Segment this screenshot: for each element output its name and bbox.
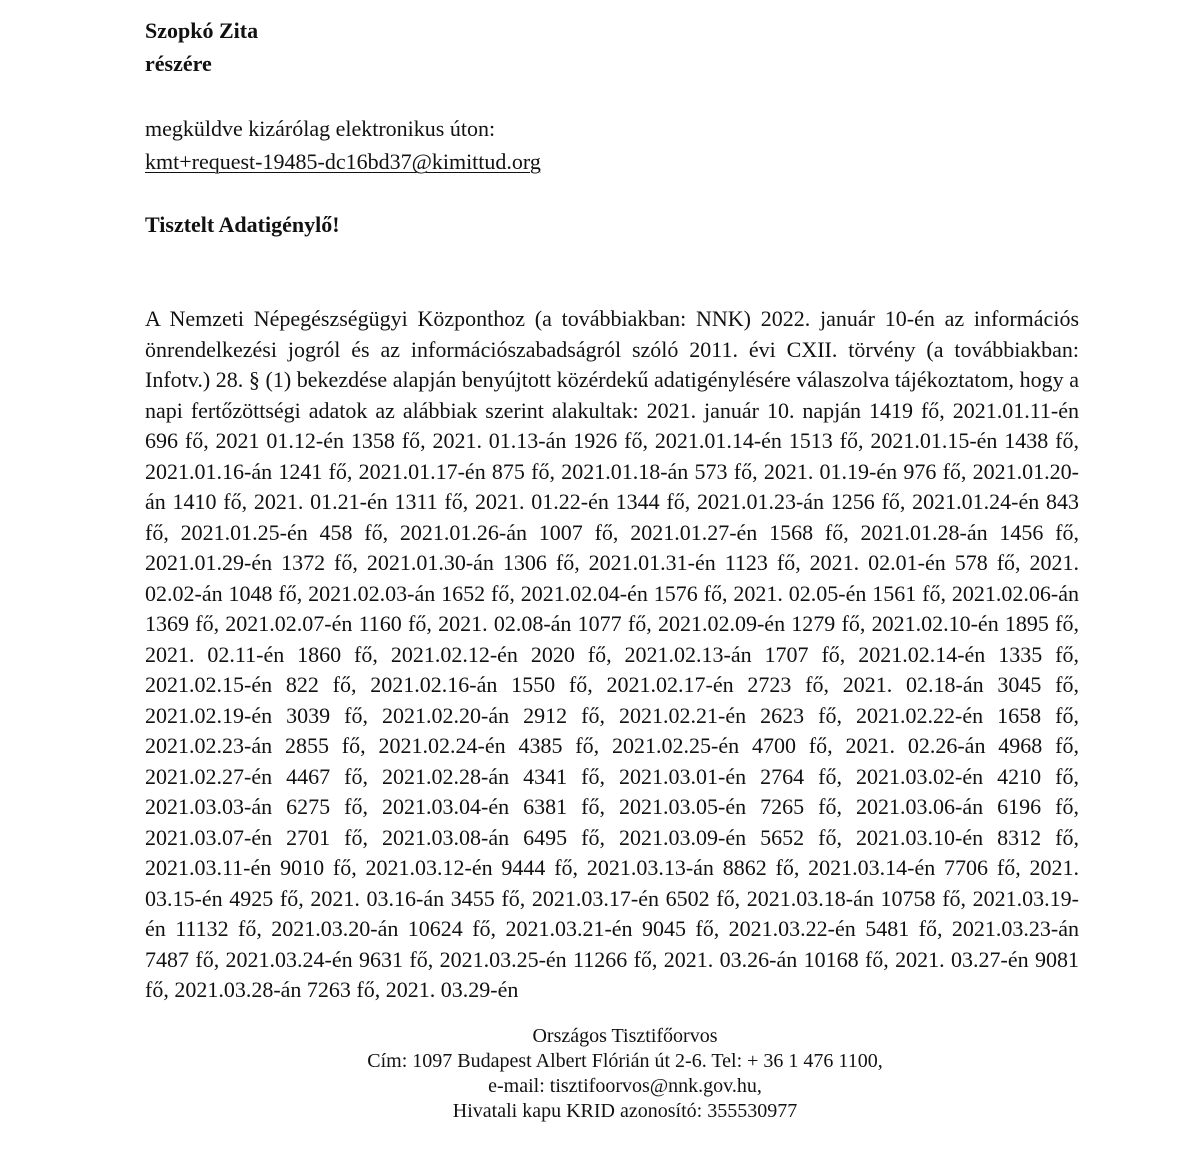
footer-email: e-mail: tisztifoorvos@nnk.gov.hu, xyxy=(488,1075,762,1097)
letterhead-footer xyxy=(0,1024,1200,1124)
recipient-block xyxy=(145,14,258,80)
delivery-block xyxy=(145,112,541,178)
recipient-name: Szopkó Zita xyxy=(145,18,259,43)
greeting: Tisztelt Adatigénylő! xyxy=(145,212,340,237)
recipient-suffix: részére xyxy=(145,51,212,76)
footer-title: Országos Tisztifőorvos xyxy=(532,1025,718,1047)
body-paragraph: A Nemzeti Népegészségügyi Központhoz (a továbbiakban: NNK) 2022. január 10-én az információs önrendelkezési jogról és az információszabadságról szóló 2011. évi CXII. törvény (a továbbiakban: Infotv.) 28. § (1) bekezdése alapján benyújtott közérdekű adatigénylésére válaszolva tájékoztatom, hogy a napi fertőzöttségi adatok az alábbiak szerint alakultak: 2021. január 10. napján 1419 fő, 2021.01.11-én 696 fő, 2021 01.12-én 1358 fő, 2021. 01.13-án 1926 fő, 2021.01.14-én 1513 fő, 2021.01.15-én 1438 fő, 2021.01.16-án 1241 fő, 2021.01.17-én 875 fő, 2021.01.18-án 573 fő, 2021. 01.19-én 976 fő, 2021.01.20-án 1410 fő, 2021. 01.21-én 1311 fő, 2021. 01.22-én 1344 fő, 2021.01.23-án 1256 fő, 2021.01.24-én 843 fő, 2021.01.25-én 458 fő, 2021.01.26-án 1007 fő, 2021.01.27-én 1568 fő, 2021.01.28-án 1456 fő, 2021.01.29-én 1372 fő, 2021.01.30-án 1306 fő, 2021.01.31-én 1123 fő, 2021. 02.01-én 578 fő, 2021. 02.02-án 1048 fő, 2021.02.03-án 1652 fő, 2021.02.04-én 1576 fő, 2021. 02.05-én 1561 fő, 2021.02.06-án 1369 fő, 2021.02.07-én 1160 fő, 2021. 02.08-án 1077 fő, 2021.02.09-én 1279 fő, 2021.02.10-én 1895 fő, 2021. 02.11-én 1860 fő, 2021.02.12-én 2020 fő, 2021.02.13-án 1707 fő, 2021.02.14-én 1335 fő, 2021.02.15-én 822 fő, 2021.02.16-án 1550 fő, 2021.02.17-én 2723 fő, 2021. 02.18-án 3045 fő, 2021.02.19-én 3039 fő, 2021.02.20-án 2912 fő, 2021.02.21-én 2623 fő, 2021.02.22-én 1658 fő, 2021.02.23-án 2855 fő, 2021.02.24-én 4385 fő, 2021.02.25-én 4700 fő, 2021. 02.26-án 4968 fő, 2021.02.27-én 4467 fő, 2021.02.28-án 4341 fő, 2021.03.01-én 2764 fő, 2021.03.02-én 4210 fő, 2021.03.03-án 6275 fő, 2021.03.04-én 6381 fő, 2021.03.05-én 7265 fő, 2021.03.06-án 6196 fő, 2021.03.07-én 2701 fő, 2021.03.08-án 6495 fő, 2021.03.09-én 5652 fő, 2021.03.10-én 8312 fő, 2021.03.11-én 9010 fő, 2021.03.12-én 9444 fő, 2021.03.13-án 8862 fő, 2021.03.14-én 7706 fő, 2021. 03.15-én 4925 fő, 2021. 03.16-án 3455 fő, 2021.03.17-én 6502 fő, 2021.03.18-án 10758 fő, 2021.03.19-én 11132 fő, 2021.03.20-án 10624 fő, 2021.03.21-én 9045 fő, 2021.03.22-én 5481 fő, 2021.03.23-án 7487 fő, 2021.03.24-én 9631 fő, 2021.03.25-én 11266 fő, 2021. 03.26-án 10168 fő, 2021. 03.27-én 9081 fő, 2021.03.28-án 7263 fő, 2021. 03.29-én xyxy=(145,306,1079,1002)
footer-address: Cím: 1097 Budapest Albert Flórián út 2-6. Tel: + 36 1 476 1100, xyxy=(367,1050,883,1072)
delivery-email-link[interactable]: kmt+request-19485-dc16bd37@kimittud.org xyxy=(145,149,541,174)
delivery-label: megküldve kizárólag elektronikus úton: xyxy=(145,116,496,141)
footer-krid: Hivatali kapu KRID azonosító: 355530977 xyxy=(452,1100,798,1122)
